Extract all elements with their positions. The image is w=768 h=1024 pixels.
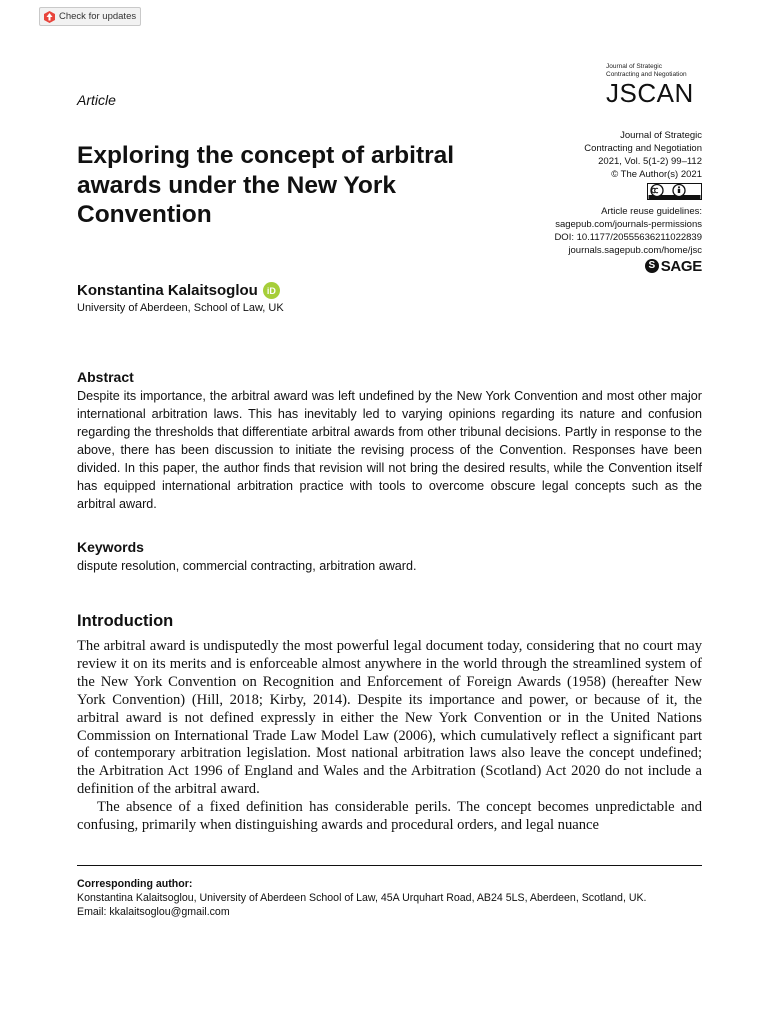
check-for-updates-button[interactable]	[39, 7, 141, 26]
corresponding-author-note	[77, 877, 707, 919]
meta-journal-2: Contracting and Negotiation	[584, 143, 702, 154]
check-for-updates-label: Check for updates	[59, 11, 137, 22]
journal-logo-line1: Journal of Strategic	[606, 63, 663, 70]
introduction-heading: Introduction	[77, 612, 174, 630]
intro-paragraph: The arbitral award is undisputedly the most powerful legal document today, considering that no court may review it on its merits and is enforceable almost anywhere in the world through the streamlined system of the New York Convention on Recognition and Enforcement of Foreign Awards (1958) (hereafter New York Convention) (Hill, 2018; Kirby, 2014). Despite its importance and power, or because of it, the arbitral award is not defined expressly in either the New York Convention or in the United Nations Commission on International Trade Law Model Law (2006), which cumulatively reflect a significant part of contemporary arbitration legislation. Most national arbitration laws also leave the concept undefined; the Arbitration Act 1996 of England and Wales and the Arbitration (Scotland) Act 2020 do not include a definition of the arbitral award.	[77, 638, 702, 798]
meta-journal: Journal of Strategic	[620, 130, 702, 141]
journal-logo-line2: Contracting and Negotiation	[606, 70, 687, 78]
footnote-divider	[77, 865, 702, 866]
meta-home-link[interactable]: journals.sagepub.com/home/jsc	[568, 245, 702, 256]
meta-doi[interactable]: DOI: 10.1177/20555636211022839	[554, 232, 702, 243]
corresponding-author-address: Konstantina Kalaitsoglou, University of Aberdeen School of Law, 45A Urquhart Road, AB24 5LS, Aberdeen, Scotland, UK.	[77, 892, 647, 904]
updates-icon	[44, 11, 55, 23]
journal-logo	[606, 63, 702, 106]
meta-reuse-link[interactable]: sagepub.com/journals-permissions	[555, 219, 702, 230]
article-type: Article	[77, 92, 116, 108]
abstract-text: Despite its importance, the arbitral award was left undefined by the New York Convention and most other major international arbitration laws. This has inevitably led to varying opinions regarding its nature and confusion regarding the thresholds that differentiate arbitral awards from other tribunal decisions. Partly in response to the above, there has been discussion to initiate the revising process of the Convention. Responses have been divided. In this paper, the author finds that revision will not bring the desired results, while the Convention itself has equipped international arbitration practice with tools to overcome obscure legal concepts such as the arbitral award.	[77, 389, 702, 511]
meta-reuse-label: Article reuse guidelines:	[601, 206, 702, 217]
meta-volume: 2021, Vol. 5(1-2) 99–112	[598, 156, 702, 167]
orcid-icon[interactable]: iD	[263, 282, 280, 299]
article-metadata	[554, 129, 702, 273]
sage-mark-icon: S	[645, 259, 659, 273]
sage-logo	[645, 259, 702, 273]
author-affiliation: University of Aberdeen, School of Law, UK	[77, 302, 284, 314]
corresponding-author-label: Corresponding author:	[77, 878, 193, 890]
intro-paragraph: The absence of a fixed definition has considerable perils. The concept becomes unpredictable and confusing, primarily when distinguishing awards and procedural orders, and legal nuance	[77, 799, 702, 834]
keywords-text: dispute resolution, commercial contracting, arbitration award.	[77, 559, 417, 573]
journal-wordmark: JSCAN	[606, 78, 694, 108]
article-title: Exploring the concept of arbitral awards under the New York Convention	[77, 142, 455, 228]
author-line	[77, 282, 280, 299]
keywords-heading: Keywords	[77, 539, 144, 555]
sage-wordmark: SAGE	[660, 257, 702, 275]
abstract-heading: Abstract	[77, 369, 134, 385]
meta-copyright: © The Author(s) 2021	[611, 169, 702, 180]
author-name: Konstantina Kalaitsoglou	[77, 282, 258, 299]
cc-by-license-icon[interactable]	[647, 183, 702, 200]
corresponding-author-email[interactable]: Email: kkalaitsoglou@gmail.com	[77, 906, 230, 918]
introduction-body	[77, 638, 702, 835]
